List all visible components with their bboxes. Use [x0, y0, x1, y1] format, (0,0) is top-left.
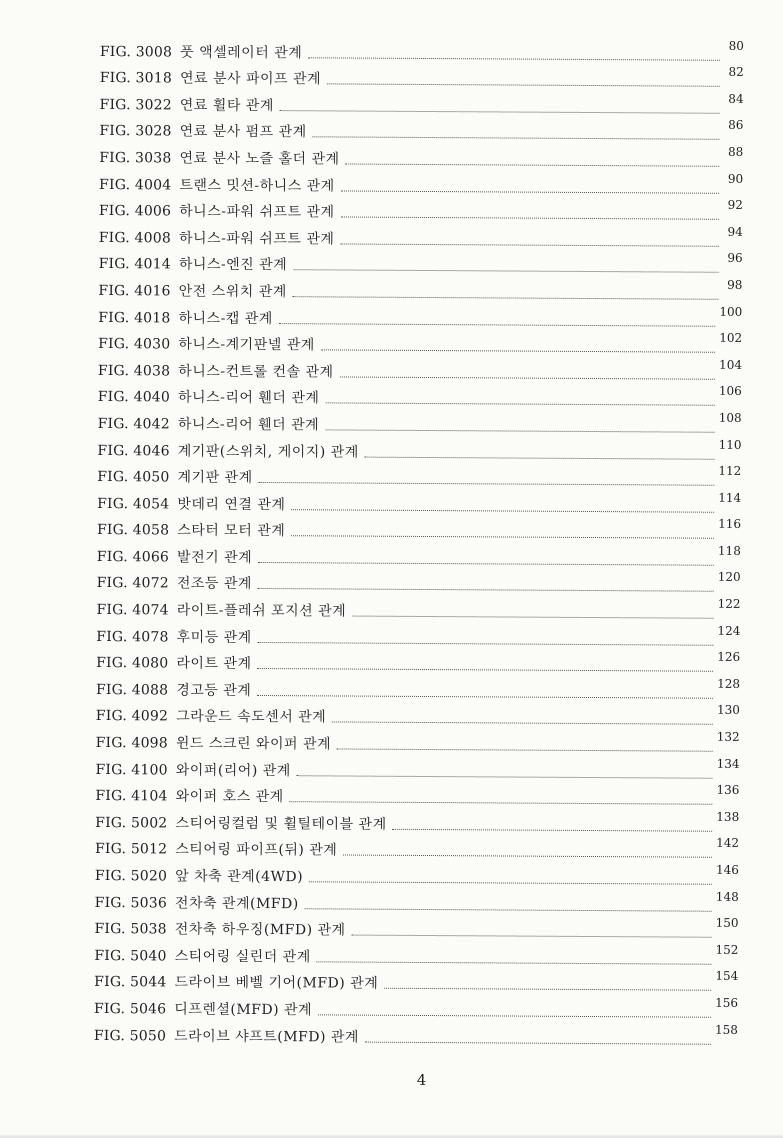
entry-title: 드라이브 베벨 기어(MFD) 관계	[174, 974, 379, 993]
figure-number: FIG. 4066	[96, 548, 170, 566]
entry-page-number: 136	[716, 782, 740, 798]
toc-entry	[99, 247, 743, 278]
entry-page-number: 142	[716, 836, 740, 851]
entry-page-number: 100	[719, 304, 743, 319]
toc-entry	[100, 87, 744, 118]
entry-page-number: 108	[718, 410, 742, 425]
toc-entry	[97, 433, 741, 464]
entry-page-number: 106	[718, 384, 742, 399]
figure-number: FIG. 4038	[97, 362, 171, 380]
entry-title: 라이트 관계	[176, 655, 252, 673]
figure-number: FIG. 4054	[97, 495, 170, 513]
entry-title: 계기판 관계	[177, 469, 253, 487]
dot-leader	[318, 1014, 711, 1017]
dot-leader	[308, 57, 720, 61]
entry-title: 연료 분사 파이프 관계	[179, 70, 322, 88]
entry-page-number: 118	[717, 543, 741, 558]
entry-title: 드라이브 샤프트(MFD) 관계	[174, 1028, 360, 1046]
table-of-contents	[94, 34, 744, 1048]
dot-leader	[293, 296, 719, 300]
entry-title: 전조등 관계	[176, 575, 253, 593]
dot-leader	[293, 270, 718, 274]
toc-entry	[96, 672, 740, 703]
figure-number: FIG. 4006	[98, 203, 172, 220]
figure-number: FIG. 5020	[94, 867, 168, 885]
entry-page-number: 120	[717, 570, 741, 585]
dot-leader	[258, 588, 714, 592]
toc-entry	[97, 459, 741, 490]
dot-leader	[325, 429, 714, 432]
dot-leader	[393, 829, 713, 832]
figure-number: FIG. 4074	[96, 602, 169, 619]
dot-leader	[258, 642, 714, 646]
toc-entry	[99, 220, 743, 251]
toc-entry	[98, 300, 742, 331]
figure-number: FIG. 4004	[99, 176, 172, 194]
entry-title: 그라운드 속도센서 관계	[176, 708, 327, 726]
figure-number: FIG. 3018	[99, 70, 173, 87]
entry-page-number: 150	[715, 915, 739, 931]
dot-leader	[259, 482, 715, 486]
figure-number: FIG. 4100	[95, 761, 168, 779]
dot-leader	[340, 243, 718, 246]
entry-title: 디프렌셜(MFD) 관계	[174, 1001, 313, 1019]
entry-title: 하니스-엔진 관계	[178, 256, 288, 274]
toc-entry	[96, 725, 740, 756]
figure-number: FIG. 3028	[99, 123, 172, 140]
figure-number: FIG. 3022	[99, 96, 172, 114]
figure-number: FIG. 5050	[93, 1027, 167, 1044]
toc-entry	[94, 991, 738, 1022]
toc-entry	[97, 486, 741, 517]
entry-page-number: 134	[716, 756, 740, 771]
entry-page-number: 152	[715, 942, 739, 957]
dot-leader	[384, 988, 711, 991]
figure-number: FIG. 5040	[94, 947, 167, 965]
dot-leader	[352, 935, 712, 938]
figure-number: FIG. 4018	[98, 309, 171, 326]
entry-title: 스티어링 파이프(뒤) 관계	[175, 841, 338, 859]
figure-number: FIG. 5044	[94, 974, 167, 991]
entry-page-number: 148	[715, 889, 739, 904]
entry-title: 하니스-컨트롤 컨솔 관계	[178, 363, 334, 381]
figure-number: FIG. 4008	[98, 229, 172, 247]
toc-entry	[97, 539, 741, 570]
entry-page-number: 132	[716, 729, 740, 744]
dot-leader	[325, 403, 714, 406]
entry-page-number: 112	[718, 463, 742, 479]
dot-leader	[343, 855, 712, 858]
entry-page-number: 84	[728, 91, 744, 106]
entry-title: 하니스-캡 관계	[178, 310, 273, 327]
figure-number: FIG. 4058	[96, 522, 170, 539]
entry-page-number: 86	[728, 118, 744, 133]
figure-number: FIG. 5012	[94, 841, 168, 858]
dot-leader	[279, 323, 715, 327]
page-number: 4	[416, 1071, 427, 1089]
entry-page-number: 126	[717, 650, 741, 665]
toc-entry	[99, 140, 743, 171]
dot-leader	[341, 217, 719, 220]
entry-page-number: 94	[727, 224, 743, 239]
entry-page-number: 88	[727, 144, 744, 159]
entry-title: 윈드 스크린 와이퍼 관계	[175, 735, 332, 753]
toc-entry	[98, 327, 742, 358]
entry-page-number: 90	[727, 171, 744, 186]
entry-title: 계기판(스위치, 게이지) 관계	[177, 442, 359, 461]
figure-number: FIG. 4030	[98, 336, 171, 353]
figure-number: FIG. 5038	[94, 921, 167, 938]
entry-title: 와이퍼(리어) 관계	[175, 762, 291, 779]
dot-leader	[291, 535, 714, 539]
entry-page-number: 156	[715, 995, 739, 1010]
entry-page-number: 96	[727, 251, 743, 266]
figure-number: FIG. 4078	[96, 628, 169, 646]
entry-page-number: 82	[728, 65, 744, 80]
figure-number: FIG. 4042	[97, 415, 170, 433]
entry-page-number: 124	[717, 623, 741, 638]
dot-leader	[313, 137, 720, 140]
entry-page-number: 158	[714, 1022, 738, 1037]
figure-number: FIG. 5046	[93, 1000, 167, 1018]
dot-leader	[257, 668, 713, 672]
figure-number: FIG. 4046	[97, 442, 170, 459]
entry-title: 후미등 관계	[176, 629, 252, 646]
dot-leader	[291, 509, 714, 513]
toc-entry	[97, 566, 741, 597]
dot-leader	[365, 456, 715, 459]
toc-entry	[95, 779, 739, 810]
figure-number: FIG. 3038	[99, 149, 172, 167]
entry-title: 경고등 관계	[176, 682, 252, 699]
figure-number: FIG. 5002	[95, 814, 168, 832]
entry-title: 전차축 하우징(MFD) 관계	[174, 921, 346, 939]
toc-entry	[95, 805, 739, 836]
figure-number: FIG. 4104	[95, 788, 168, 805]
figure-number: FIG. 4016	[98, 282, 171, 300]
figure-number: FIG. 3008	[99, 43, 173, 61]
figure-number: FIG. 4098	[95, 735, 168, 752]
toc-entry	[99, 167, 743, 198]
toc-entry	[95, 885, 739, 916]
entry-title: 트랜스 밋션-하니스 관계	[179, 177, 335, 194]
dot-leader	[309, 881, 712, 884]
entry-title: 하니스-리어 휀더 관계	[177, 389, 320, 407]
entry-page-number: 98	[727, 277, 743, 292]
toc-entry	[94, 1018, 738, 1049]
dot-leader	[258, 562, 714, 566]
entry-page-number: 92	[727, 197, 744, 213]
dot-leader	[321, 349, 715, 352]
entry-page-number: 110	[718, 437, 742, 452]
dot-leader	[297, 775, 713, 779]
entry-title: 풋 액셀레이터 관계	[180, 44, 303, 61]
dot-leader	[337, 748, 713, 751]
toc-entry	[98, 380, 742, 411]
entry-title: 스티어링컬럼 및 휠틸테이블 관계	[175, 815, 387, 833]
figure-number: FIG. 5036	[94, 894, 168, 912]
entry-title: 연료 휠타 관계	[179, 97, 274, 114]
toc-entry	[98, 353, 742, 384]
toc-entry	[95, 832, 739, 863]
dot-leader	[305, 908, 712, 911]
scan-edge	[0, 1134, 783, 1138]
dot-leader	[346, 163, 720, 166]
toc-entry	[98, 273, 742, 304]
toc-entry	[94, 938, 738, 969]
entry-title: 와이퍼 호스 관계	[175, 788, 284, 806]
dot-leader	[317, 961, 712, 964]
toc-entry	[96, 699, 740, 730]
toc-entry	[96, 619, 740, 650]
figure-number: FIG. 4050	[97, 469, 170, 486]
toc-entry	[100, 61, 744, 92]
figure-number: FIG. 4088	[95, 681, 169, 699]
entry-title: 발전기 관계	[177, 549, 253, 566]
toc-entry	[99, 194, 743, 225]
toc-entry	[100, 34, 744, 65]
entry-title: 하니스-파워 쉬프트 관계	[179, 203, 335, 221]
entry-page-number: 102	[719, 330, 743, 346]
entry-title: 연료 분사 펌프 관계	[179, 123, 307, 141]
dot-leader	[352, 616, 713, 619]
figure-number: FIG. 4040	[97, 389, 171, 406]
toc-entry	[95, 858, 739, 889]
toc-entry	[99, 114, 743, 145]
entry-page-number: 116	[718, 517, 742, 532]
entry-title: 하니스-리어 휀더 관계	[177, 416, 320, 434]
figure-number: FIG. 4072	[96, 575, 169, 592]
figure-number: FIG. 4080	[96, 655, 169, 672]
entry-page-number: 80	[728, 38, 744, 53]
dot-leader	[290, 801, 713, 805]
dot-leader	[280, 110, 720, 114]
entry-title: 앞 차축 관계(4WD)	[175, 868, 304, 886]
figure-number: FIG. 4014	[98, 256, 171, 273]
toc-entry	[95, 752, 739, 783]
toc-entry	[94, 965, 738, 996]
dot-leader	[365, 1041, 711, 1044]
entry-title: 하니스-계기판넬 관계	[178, 336, 315, 354]
entry-page-number: 130	[716, 703, 740, 718]
dot-leader	[257, 695, 713, 699]
entry-title: 스티어링 실린더 관계	[174, 948, 311, 966]
dot-leader	[340, 376, 715, 379]
dot-leader	[327, 84, 720, 87]
toc-entry	[98, 406, 742, 437]
entry-title: 밧데리 연결 관계	[177, 496, 286, 513]
entry-title: 안전 스위치 관계	[178, 283, 287, 301]
dot-leader	[341, 190, 719, 193]
toc-entry	[96, 592, 740, 623]
toc-entry	[97, 513, 741, 544]
entry-page-number: 154	[715, 969, 739, 984]
entry-page-number: 138	[716, 809, 740, 824]
entry-page-number: 146	[715, 862, 739, 877]
entry-title: 스타터 모터 관계	[177, 522, 286, 540]
figure-number: FIG. 4092	[95, 708, 169, 725]
entry-page-number: 104	[719, 357, 743, 372]
entry-title: 전차축 관계(MFD)	[174, 895, 299, 912]
entry-title: 연료 분사 노즐 홀더 관계	[179, 150, 340, 168]
entry-page-number: 114	[718, 490, 742, 505]
entry-title: 하니스-파워 쉬프트 관계	[178, 230, 335, 248]
toc-entry	[96, 646, 740, 677]
toc-entry	[94, 912, 738, 943]
dot-leader	[332, 722, 713, 725]
entry-title: 라이트-플레쉬 포지션 관계	[176, 602, 347, 620]
entry-page-number: 122	[717, 596, 741, 611]
entry-page-number: 128	[717, 676, 741, 691]
